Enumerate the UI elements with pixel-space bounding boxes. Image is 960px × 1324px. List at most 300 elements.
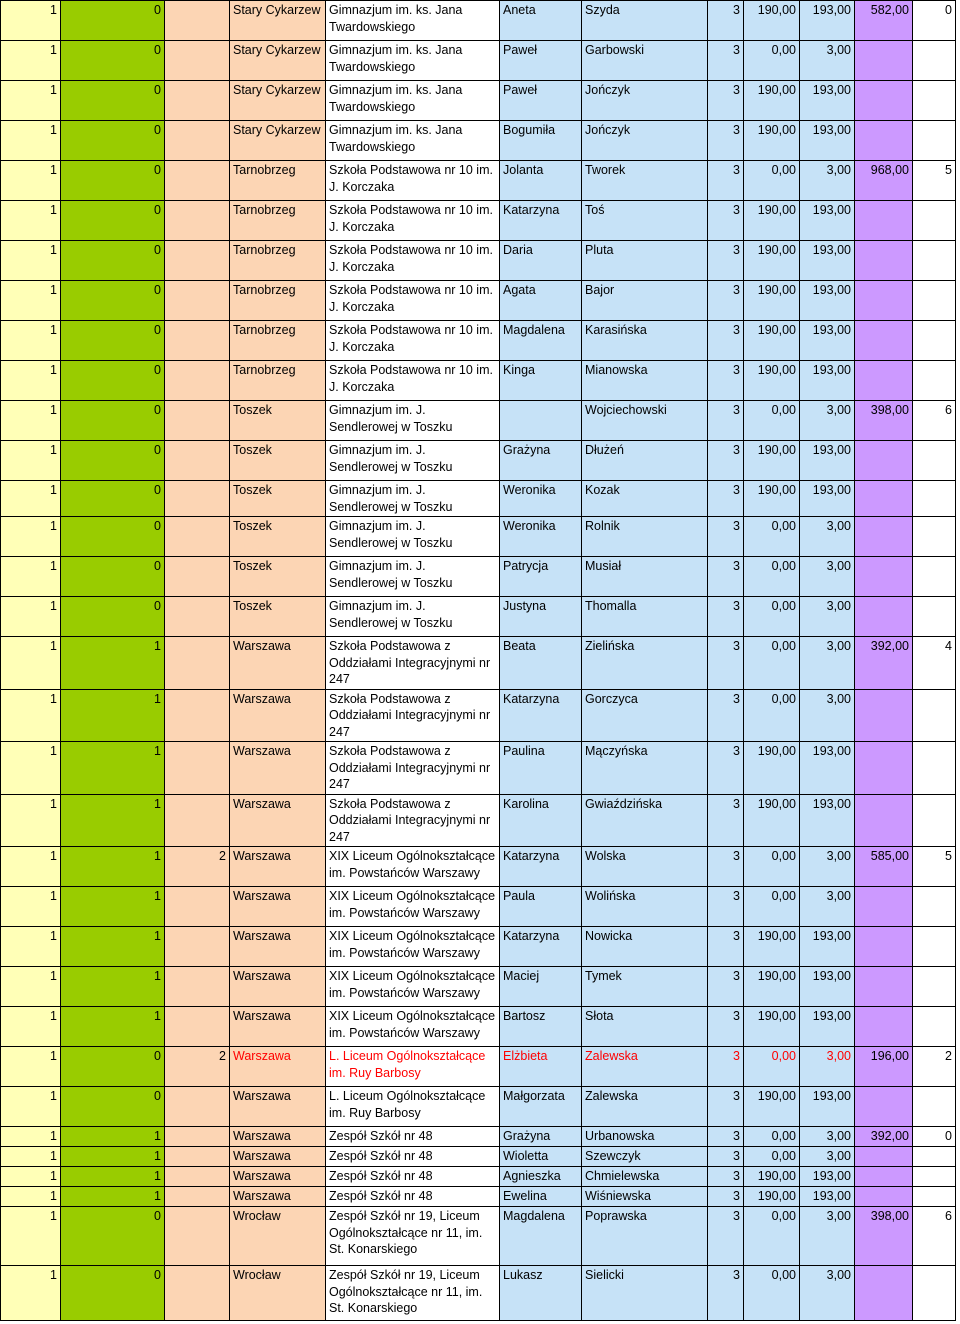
table-row bbox=[1, 1266, 956, 1321]
cell-value-1: 190,00 bbox=[744, 201, 800, 241]
cell-col-c bbox=[165, 441, 230, 481]
cell-first-name: Katarzyna bbox=[500, 689, 582, 742]
cell-value-1: 190,00 bbox=[744, 121, 800, 161]
cell-total bbox=[855, 41, 913, 81]
cell-school: Szkoła Podstawowa z Oddziałami Integracyjnymi nr 247 bbox=[326, 742, 500, 795]
table-row bbox=[1, 742, 956, 795]
cell-school: Gimnazjum im. ks. Jana Twardowskiego bbox=[326, 1, 500, 41]
cell-col-c bbox=[165, 517, 230, 557]
cell-value-2: 3,00 bbox=[800, 597, 855, 637]
cell-value-1: 190,00 bbox=[744, 81, 800, 121]
cell-col-c bbox=[165, 1167, 230, 1187]
cell-col-a: 1 bbox=[1, 637, 61, 690]
cell-col-c bbox=[165, 794, 230, 847]
cell-col-b: 0 bbox=[61, 281, 165, 321]
cell-value-1: 190,00 bbox=[744, 1, 800, 41]
cell-rank: 4 bbox=[913, 637, 956, 690]
cell-rank bbox=[913, 81, 956, 121]
table-row bbox=[1, 689, 956, 742]
cell-total bbox=[855, 121, 913, 161]
cell-col-a: 1 bbox=[1, 321, 61, 361]
cell-col-b: 1 bbox=[61, 689, 165, 742]
cell-col-a: 1 bbox=[1, 1, 61, 41]
cell-col-a: 1 bbox=[1, 847, 61, 887]
cell-value-2: 3,00 bbox=[800, 1266, 855, 1321]
cell-city: Wrocław bbox=[230, 1207, 326, 1266]
cell-last-name: Zalewska bbox=[582, 1087, 708, 1127]
cell-count: 3 bbox=[708, 81, 744, 121]
cell-total bbox=[855, 927, 913, 967]
cell-city: Warszawa bbox=[230, 1007, 326, 1047]
cell-col-b: 0 bbox=[61, 41, 165, 81]
cell-last-name: Zalewska bbox=[582, 1047, 708, 1087]
table-row bbox=[1, 1, 956, 41]
cell-value-1: 190,00 bbox=[744, 1167, 800, 1187]
cell-first-name: Katarzyna bbox=[500, 847, 582, 887]
cell-city: Toszek bbox=[230, 557, 326, 597]
cell-last-name: Kozak bbox=[582, 481, 708, 517]
cell-first-name: Paulina bbox=[500, 742, 582, 795]
cell-rank: 2 bbox=[913, 1047, 956, 1087]
cell-total bbox=[855, 481, 913, 517]
table-row bbox=[1, 1047, 956, 1087]
cell-value-2: 193,00 bbox=[800, 241, 855, 281]
cell-total bbox=[855, 517, 913, 557]
cell-school: Zespół Szkół nr 48 bbox=[326, 1187, 500, 1207]
cell-rank bbox=[913, 689, 956, 742]
cell-count: 3 bbox=[708, 742, 744, 795]
cell-total bbox=[855, 201, 913, 241]
cell-school: Szkoła Podstawowa nr 10 im. J. Korczaka bbox=[326, 281, 500, 321]
cell-col-c bbox=[165, 637, 230, 690]
cell-value-2: 193,00 bbox=[800, 361, 855, 401]
cell-col-b: 1 bbox=[61, 794, 165, 847]
cell-value-2: 193,00 bbox=[800, 441, 855, 481]
cell-city: Warszawa bbox=[230, 1087, 326, 1127]
cell-rank bbox=[913, 517, 956, 557]
table-row bbox=[1, 1187, 956, 1207]
cell-first-name: Kinga bbox=[500, 361, 582, 401]
cell-value-2: 193,00 bbox=[800, 121, 855, 161]
cell-first-name: Paula bbox=[500, 887, 582, 927]
cell-total bbox=[855, 1147, 913, 1167]
cell-count: 3 bbox=[708, 1187, 744, 1207]
cell-col-c bbox=[165, 1207, 230, 1266]
cell-col-a: 1 bbox=[1, 742, 61, 795]
cell-first-name: Weronika bbox=[500, 481, 582, 517]
cell-city: Warszawa bbox=[230, 1147, 326, 1167]
cell-col-c bbox=[165, 201, 230, 241]
cell-last-name: Szyda bbox=[582, 1, 708, 41]
table-row bbox=[1, 1167, 956, 1187]
cell-first-name: Magdalena bbox=[500, 321, 582, 361]
cell-school: XIX Liceum Ogólnokształcące im. Powstańców Warszawy bbox=[326, 967, 500, 1007]
cell-value-2: 193,00 bbox=[800, 967, 855, 1007]
cell-rank bbox=[913, 441, 956, 481]
cell-city: Tarnobrzeg bbox=[230, 281, 326, 321]
cell-last-name: Thomalla bbox=[582, 597, 708, 637]
table-row bbox=[1, 1087, 956, 1127]
cell-count: 3 bbox=[708, 517, 744, 557]
cell-col-a: 1 bbox=[1, 927, 61, 967]
cell-last-name: Wiśniewska bbox=[582, 1187, 708, 1207]
cell-col-b: 0 bbox=[61, 1087, 165, 1127]
cell-city: Toszek bbox=[230, 597, 326, 637]
cell-school: XIX Liceum Ogólnokształcące im. Powstańców Warszawy bbox=[326, 887, 500, 927]
cell-col-a: 1 bbox=[1, 1207, 61, 1266]
cell-col-c bbox=[165, 1187, 230, 1207]
cell-value-2: 3,00 bbox=[800, 557, 855, 597]
cell-city: Stary Cykarzew bbox=[230, 41, 326, 81]
table-row bbox=[1, 597, 956, 637]
cell-col-c bbox=[165, 481, 230, 517]
cell-first-name: Lukasz bbox=[500, 1266, 582, 1321]
cell-col-b: 0 bbox=[61, 401, 165, 441]
cell-total: 585,00 bbox=[855, 847, 913, 887]
cell-total bbox=[855, 742, 913, 795]
cell-col-c bbox=[165, 161, 230, 201]
cell-count: 3 bbox=[708, 887, 744, 927]
cell-value-2: 3,00 bbox=[800, 637, 855, 690]
table-row bbox=[1, 794, 956, 847]
cell-count: 3 bbox=[708, 1147, 744, 1167]
cell-count: 3 bbox=[708, 281, 744, 321]
cell-first-name: Karolina bbox=[500, 794, 582, 847]
cell-col-b: 0 bbox=[61, 81, 165, 121]
cell-col-a: 1 bbox=[1, 201, 61, 241]
cell-school: Gimnazjum im. J. Sendlerowej w Toszku bbox=[326, 401, 500, 441]
cell-city: Tarnobrzeg bbox=[230, 361, 326, 401]
cell-col-c bbox=[165, 121, 230, 161]
cell-col-a: 1 bbox=[1, 967, 61, 1007]
cell-total bbox=[855, 1007, 913, 1047]
cell-school: Gimnazjum im. J. Sendlerowej w Toszku bbox=[326, 517, 500, 557]
cell-count: 3 bbox=[708, 597, 744, 637]
cell-first-name: Grażyna bbox=[500, 441, 582, 481]
table-row bbox=[1, 481, 956, 517]
cell-count: 3 bbox=[708, 201, 744, 241]
cell-count: 3 bbox=[708, 1007, 744, 1047]
cell-city: Toszek bbox=[230, 517, 326, 557]
cell-rank bbox=[913, 597, 956, 637]
table-row bbox=[1, 927, 956, 967]
cell-city: Warszawa bbox=[230, 794, 326, 847]
cell-col-a: 1 bbox=[1, 1187, 61, 1207]
cell-col-a: 1 bbox=[1, 1047, 61, 1087]
cell-city: Wrocław bbox=[230, 1266, 326, 1321]
cell-count: 3 bbox=[708, 161, 744, 201]
cell-rank bbox=[913, 1147, 956, 1167]
cell-first-name: Paweł bbox=[500, 41, 582, 81]
table-row bbox=[1, 281, 956, 321]
cell-col-b: 0 bbox=[61, 557, 165, 597]
cell-count: 3 bbox=[708, 967, 744, 1007]
cell-first-name: Elżbieta bbox=[500, 1047, 582, 1087]
cell-school: Zespół Szkół nr 48 bbox=[326, 1147, 500, 1167]
cell-first-name: Agnieszka bbox=[500, 1167, 582, 1187]
cell-school: Gimnazjum im. J. Sendlerowej w Toszku bbox=[326, 597, 500, 637]
cell-value-1: 190,00 bbox=[744, 1087, 800, 1127]
cell-value-2: 193,00 bbox=[800, 481, 855, 517]
cell-col-a: 1 bbox=[1, 41, 61, 81]
cell-last-name: Mianowska bbox=[582, 361, 708, 401]
cell-rank: 5 bbox=[913, 161, 956, 201]
cell-col-a: 1 bbox=[1, 361, 61, 401]
cell-rank: 5 bbox=[913, 847, 956, 887]
cell-col-b: 1 bbox=[61, 637, 165, 690]
cell-city: Warszawa bbox=[230, 742, 326, 795]
table-row bbox=[1, 1207, 956, 1266]
cell-school: Szkoła Podstawowa nr 10 im. J. Korczaka bbox=[326, 361, 500, 401]
cell-count: 3 bbox=[708, 927, 744, 967]
cell-col-c bbox=[165, 1147, 230, 1167]
cell-value-2: 3,00 bbox=[800, 1127, 855, 1147]
cell-value-2: 193,00 bbox=[800, 1167, 855, 1187]
cell-col-b: 0 bbox=[61, 597, 165, 637]
cell-value-1: 190,00 bbox=[744, 321, 800, 361]
cell-col-a: 1 bbox=[1, 281, 61, 321]
table-row bbox=[1, 401, 956, 441]
cell-last-name: Wojciechowski bbox=[582, 401, 708, 441]
cell-value-2: 3,00 bbox=[800, 161, 855, 201]
cell-rank: 6 bbox=[913, 1207, 956, 1266]
cell-first-name: Ewelina bbox=[500, 1187, 582, 1207]
cell-rank bbox=[913, 1266, 956, 1321]
cell-school: XIX Liceum Ogólnokształcące im. Powstańców Warszawy bbox=[326, 1007, 500, 1047]
cell-school: Szkoła Podstawowa z Oddziałami Integracyjnymi nr 247 bbox=[326, 637, 500, 690]
cell-rank: 6 bbox=[913, 401, 956, 441]
cell-count: 3 bbox=[708, 1047, 744, 1087]
cell-total bbox=[855, 321, 913, 361]
cell-value-1: 190,00 bbox=[744, 361, 800, 401]
cell-col-c bbox=[165, 557, 230, 597]
cell-city: Warszawa bbox=[230, 967, 326, 1007]
cell-value-1: 190,00 bbox=[744, 281, 800, 321]
cell-col-a: 1 bbox=[1, 1167, 61, 1187]
cell-city: Toszek bbox=[230, 481, 326, 517]
cell-col-b: 1 bbox=[61, 1147, 165, 1167]
cell-city: Toszek bbox=[230, 441, 326, 481]
cell-value-2: 3,00 bbox=[800, 401, 855, 441]
cell-first-name: Jolanta bbox=[500, 161, 582, 201]
cell-school: Gimnazjum im. J. Sendlerowej w Toszku bbox=[326, 481, 500, 517]
cell-value-1: 0,00 bbox=[744, 1127, 800, 1147]
cell-col-c bbox=[165, 1127, 230, 1147]
cell-col-c bbox=[165, 887, 230, 927]
cell-total: 392,00 bbox=[855, 1127, 913, 1147]
cell-last-name: Tymek bbox=[582, 967, 708, 1007]
cell-value-1: 0,00 bbox=[744, 401, 800, 441]
cell-value-2: 193,00 bbox=[800, 1187, 855, 1207]
cell-value-1: 190,00 bbox=[744, 241, 800, 281]
cell-rank bbox=[913, 481, 956, 517]
cell-value-1: 0,00 bbox=[744, 689, 800, 742]
cell-last-name: Nowicka bbox=[582, 927, 708, 967]
cell-total bbox=[855, 241, 913, 281]
cell-rank bbox=[913, 967, 956, 1007]
cell-col-c bbox=[165, 81, 230, 121]
cell-rank: 0 bbox=[913, 1, 956, 41]
cell-rank bbox=[913, 794, 956, 847]
cell-value-1: 0,00 bbox=[744, 41, 800, 81]
cell-col-c bbox=[165, 1087, 230, 1127]
cell-school: Szkoła Podstawowa z Oddziałami Integracyjnymi nr 247 bbox=[326, 794, 500, 847]
cell-value-1: 0,00 bbox=[744, 597, 800, 637]
cell-value-2: 193,00 bbox=[800, 1007, 855, 1047]
cell-col-c bbox=[165, 281, 230, 321]
cell-first-name bbox=[500, 401, 582, 441]
cell-school: Zespół Szkół nr 48 bbox=[326, 1127, 500, 1147]
cell-first-name: Bogumiła bbox=[500, 121, 582, 161]
cell-total bbox=[855, 1167, 913, 1187]
cell-col-c bbox=[165, 241, 230, 281]
cell-col-a: 1 bbox=[1, 1266, 61, 1321]
cell-col-a: 1 bbox=[1, 161, 61, 201]
cell-col-a: 1 bbox=[1, 1127, 61, 1147]
cell-count: 3 bbox=[708, 241, 744, 281]
cell-total bbox=[855, 557, 913, 597]
cell-last-name: Szewczyk bbox=[582, 1147, 708, 1167]
cell-last-name: Pluta bbox=[582, 241, 708, 281]
cell-city: Warszawa bbox=[230, 637, 326, 690]
cell-value-1: 0,00 bbox=[744, 887, 800, 927]
cell-count: 3 bbox=[708, 1127, 744, 1147]
table-row bbox=[1, 1127, 956, 1147]
cell-col-a: 1 bbox=[1, 241, 61, 281]
cell-last-name: Chmielewska bbox=[582, 1167, 708, 1187]
cell-city: Warszawa bbox=[230, 887, 326, 927]
cell-value-2: 3,00 bbox=[800, 41, 855, 81]
cell-value-1: 190,00 bbox=[744, 967, 800, 1007]
cell-value-1: 0,00 bbox=[744, 1047, 800, 1087]
cell-col-b: 0 bbox=[61, 361, 165, 401]
cell-last-name: Słota bbox=[582, 1007, 708, 1047]
cell-col-a: 1 bbox=[1, 887, 61, 927]
cell-last-name: Wolska bbox=[582, 847, 708, 887]
cell-value-1: 190,00 bbox=[744, 794, 800, 847]
table-row bbox=[1, 557, 956, 597]
cell-school: Gimnazjum im. ks. Jana Twardowskiego bbox=[326, 81, 500, 121]
cell-total bbox=[855, 597, 913, 637]
table-row bbox=[1, 161, 956, 201]
cell-last-name: Zielińska bbox=[582, 637, 708, 690]
cell-first-name: Weronika bbox=[500, 517, 582, 557]
cell-value-2: 3,00 bbox=[800, 689, 855, 742]
cell-col-a: 1 bbox=[1, 1007, 61, 1047]
cell-count: 3 bbox=[708, 361, 744, 401]
cell-count: 3 bbox=[708, 1207, 744, 1266]
cell-col-a: 1 bbox=[1, 81, 61, 121]
cell-count: 3 bbox=[708, 481, 744, 517]
cell-col-c bbox=[165, 1, 230, 41]
cell-rank bbox=[913, 557, 956, 597]
cell-first-name: Justyna bbox=[500, 597, 582, 637]
cell-school: Zespół Szkół nr 19, Liceum Ogólnokształcące nr 11, im. St. Konarskiego bbox=[326, 1266, 500, 1321]
cell-col-b: 0 bbox=[61, 517, 165, 557]
cell-total: 398,00 bbox=[855, 401, 913, 441]
table-row bbox=[1, 241, 956, 281]
cell-school: XIX Liceum Ogólnokształcące im. Powstańców Warszawy bbox=[326, 847, 500, 887]
cell-value-1: 0,00 bbox=[744, 1207, 800, 1266]
cell-count: 3 bbox=[708, 1, 744, 41]
cell-first-name: Bartosz bbox=[500, 1007, 582, 1047]
cell-school: L. Liceum Ogólnokształcące im. Ruy Barbosy bbox=[326, 1047, 500, 1087]
cell-last-name: Karasińska bbox=[582, 321, 708, 361]
cell-col-a: 1 bbox=[1, 597, 61, 637]
cell-value-2: 3,00 bbox=[800, 517, 855, 557]
cell-first-name: Aneta bbox=[500, 1, 582, 41]
cell-city: Toszek bbox=[230, 401, 326, 441]
cell-col-b: 1 bbox=[61, 967, 165, 1007]
table-row bbox=[1, 887, 956, 927]
cell-col-b: 0 bbox=[61, 121, 165, 161]
cell-col-a: 1 bbox=[1, 481, 61, 517]
cell-total bbox=[855, 281, 913, 321]
cell-col-b: 1 bbox=[61, 927, 165, 967]
cell-last-name: Rolnik bbox=[582, 517, 708, 557]
cell-col-c bbox=[165, 361, 230, 401]
cell-col-b: 0 bbox=[61, 241, 165, 281]
cell-value-1: 190,00 bbox=[744, 481, 800, 517]
cell-city: Tarnobrzeg bbox=[230, 241, 326, 281]
cell-school: Szkoła Podstawowa nr 10 im. J. Korczaka bbox=[326, 161, 500, 201]
cell-col-b: 0 bbox=[61, 1266, 165, 1321]
cell-total bbox=[855, 887, 913, 927]
cell-city: Stary Cykarzew bbox=[230, 81, 326, 121]
cell-rank bbox=[913, 321, 956, 361]
cell-first-name: Paweł bbox=[500, 81, 582, 121]
cell-city: Warszawa bbox=[230, 1187, 326, 1207]
cell-rank bbox=[913, 1167, 956, 1187]
table-row bbox=[1, 847, 956, 887]
cell-value-2: 193,00 bbox=[800, 321, 855, 361]
cell-city: Warszawa bbox=[230, 927, 326, 967]
cell-school: Gimnazjum im. J. Sendlerowej w Toszku bbox=[326, 441, 500, 481]
cell-last-name: Dłużeń bbox=[582, 441, 708, 481]
cell-value-2: 193,00 bbox=[800, 927, 855, 967]
cell-rank bbox=[913, 742, 956, 795]
table-row bbox=[1, 321, 956, 361]
cell-first-name: Grażyna bbox=[500, 1127, 582, 1147]
cell-col-b: 1 bbox=[61, 742, 165, 795]
cell-count: 3 bbox=[708, 1087, 744, 1127]
cell-col-a: 1 bbox=[1, 689, 61, 742]
cell-rank bbox=[913, 1087, 956, 1127]
cell-rank bbox=[913, 201, 956, 241]
cell-count: 3 bbox=[708, 637, 744, 690]
cell-rank bbox=[913, 1007, 956, 1047]
cell-school: Zespół Szkół nr 48 bbox=[326, 1167, 500, 1187]
cell-col-c bbox=[165, 321, 230, 361]
cell-count: 3 bbox=[708, 689, 744, 742]
cell-total bbox=[855, 81, 913, 121]
table-row bbox=[1, 517, 956, 557]
cell-col-a: 1 bbox=[1, 557, 61, 597]
cell-first-name: Wioletta bbox=[500, 1147, 582, 1167]
cell-first-name: Katarzyna bbox=[500, 201, 582, 241]
cell-value-1: 190,00 bbox=[744, 441, 800, 481]
cell-col-a: 1 bbox=[1, 517, 61, 557]
cell-col-c bbox=[165, 927, 230, 967]
cell-last-name: Mączyńska bbox=[582, 742, 708, 795]
cell-last-name: Urbanowska bbox=[582, 1127, 708, 1147]
cell-total: 968,00 bbox=[855, 161, 913, 201]
table-row bbox=[1, 967, 956, 1007]
cell-rank bbox=[913, 41, 956, 81]
cell-rank bbox=[913, 361, 956, 401]
cell-value-2: 193,00 bbox=[800, 742, 855, 795]
cell-rank bbox=[913, 121, 956, 161]
